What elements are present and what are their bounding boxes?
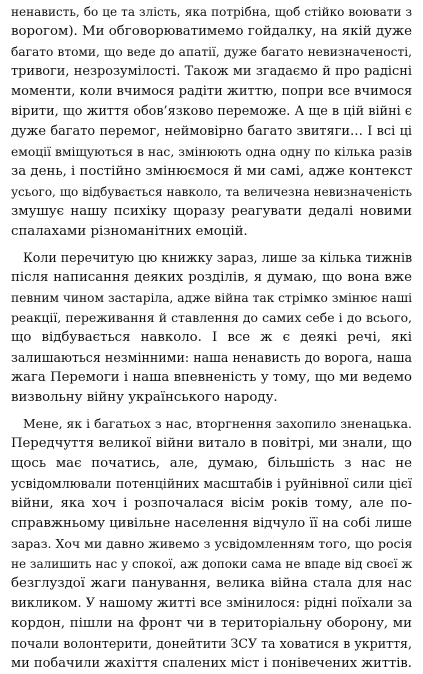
text-line: щось має початись, але, думаю, більшість з нас не (11, 456, 412, 471)
text-line: викликом. У нашому житті все змінилося: рідні поїхали за (11, 596, 413, 611)
text-line: усвідомлювали потенційних масштабів і руйнівної сили цієї (11, 476, 412, 491)
text-line: Передчуття великої війни витало в повітрі, ми знали, що (11, 436, 412, 451)
text-line: після написання деяких розділів, я думаю, що вона вже (11, 270, 412, 285)
text-line: що відбувається навколо. І все ж є деякі речі, які (11, 330, 412, 345)
text-line: війни, яка хоч і розпочалася вісім років тому, але по- (11, 496, 412, 511)
text-line: ворогом). Ми обговорюватимемо гойдалку, на якій дуже (11, 24, 412, 39)
paragraph-3 (11, 414, 412, 674)
text-line: ми побачили жахіття спалених міст і понівечених життів. (11, 656, 412, 671)
text-line: змушує нашу психіку щоразу реагувати дедалі новими (11, 204, 412, 219)
paragraph-1 (11, 2, 412, 242)
text-line: реакції, переживання й ставлення до самих себе і до всього, (11, 310, 412, 325)
text-line: усього, що відбувається навколо, та величезна невизначеність (11, 185, 412, 199)
text-line: кордон, пішли на фронт чи в територіальну оборону, ми (11, 616, 412, 631)
text-line: безглуздої жаги панування, велика війна стала для нас (11, 576, 412, 591)
text-line: багато втоми, що веде до апатії, дуже багато невизначеності, (11, 45, 412, 59)
text-line: вірити, що життя обов’язково переможе. А ще в цій війні є (11, 104, 412, 119)
text-line: моменти, коли вчимося радіти життю, попри все вчимося (11, 84, 413, 99)
text-line: Мене, як і багатьох з нас, вторгнення захопило зненацька. (23, 416, 412, 431)
text-line: зараз. Хоч ми давно живемо з усвідомленням того, що росія (11, 536, 413, 551)
text-line: певним чином застаріла, адже війна так стрімко змінює наші (11, 291, 412, 305)
text-line: спалахами різноманітних емоцій. (11, 224, 248, 239)
text-line: визвольну війну українського народу. (11, 390, 278, 405)
text-line: тривоги, незрозумілості. Також ми згадаємо й про радісні (11, 64, 412, 79)
paragraph-2 (11, 248, 412, 408)
text-line: залишаються незмінними: наша ненависть до ворога, наша (11, 350, 412, 365)
text-line: Коли перечитую цю книжку зараз, лише за кілька тижнів (23, 250, 413, 265)
text-line: жага Перемоги і наша впевненість у тому, що ми ведемо (11, 370, 412, 385)
text-line: почали волонтерити, донейтити ЗСУ та ховатися в укриття, (11, 636, 412, 651)
text-line: не залишить нас у спокої, аж допоки сама не впаде від своєї ж (11, 557, 413, 571)
text-line: справжньому цивільне населення відчуло її на собі лише (11, 516, 412, 531)
text-line: ненависть, бо це та злість, яка потрібна, щоб стійко воювати з (11, 5, 412, 19)
text-line: дуже багато перемог, неймовірно багато звитяги… І всі ці (11, 124, 412, 139)
text-line: емоції вміщуються в нас, змінюють одна одну по кілька разів (11, 145, 412, 159)
text-line: за день, і постійно змінюємося й ми самі, адже контекст (11, 164, 413, 179)
